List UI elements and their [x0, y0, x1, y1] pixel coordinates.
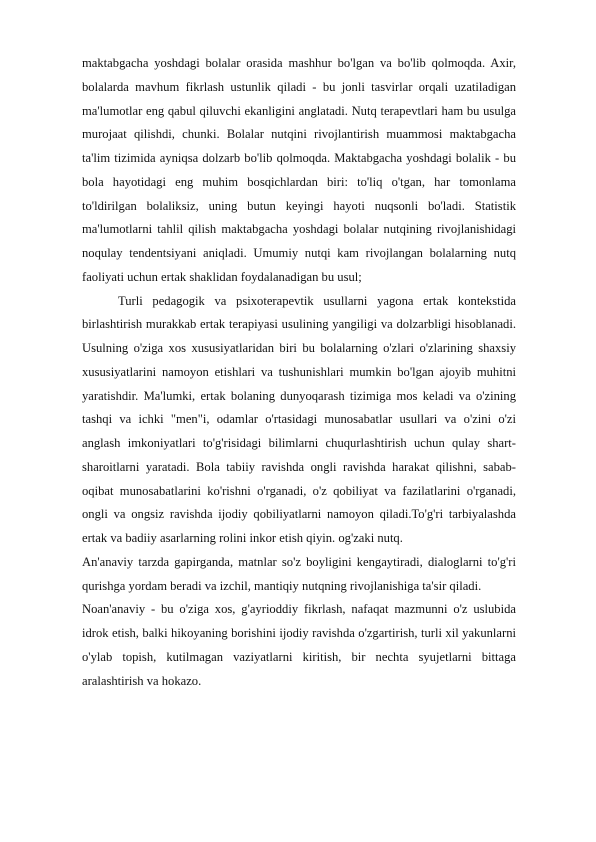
paragraph-4: Noan'anaviy - bu o'ziga xos, g'ayrioddiy fikrlash, nafaqat mazmunni o'z uslubida idrok etish, balki hikoyaning borishini ijodiy ravishda o'zgartirish, turli xil yakunlarni o'ylab topish, kutilmagan vaziyatlarni kiritish, bir nechta syujetlarni bittaga aralashtirish va hokazo. [82, 602, 516, 688]
paragraph-1: maktabgacha yoshdagi bolalar orasida mashhur bo'lgan va bo'lib qolmoqda. Axir, bolalarda mavhum fikrlash ustunlik qiladi - bu jonli tasvirlar orqali uzatiladigan ma'lumotlar eng qabul qiluvchi ekanligini anglatadi. Nutq terapevtlari ham bu usulga murojaat qilishdi, chunki. Bolalar nutqini rivojlantirish muammosi maktabgacha ta'lim tizimida ayniqsa dolzarb bo'lib qolmoqda. Maktabgacha yoshdagi bolalik - bu bola hayotidagi eng muhim bosqichlardan biri: to'liq o'tgan, har tomonlama to'ldirilgan bolaliksiz, uning butun keyingi hayoti nuqsonli bo'ladi. Statistik ma'lumotlarni tahlil qilish maktabgacha yoshdagi bolalar nutqining rivojlanishidagi noqulay tendentsiyani aniqladi. Umumiy nutqi kam rivojlangan bolalarning nutq faoliyati uchun ertak shaklidan foydalanadigan bu usul; [82, 56, 516, 284]
document-page [82, 52, 516, 693]
paragraph-3: An'anaviy tarzda gapirganda, matnlar so'z boyligini kengaytiradi, dialoglarni to'g'ri qurishga yordam beradi va izchil, mantiqiy nutqning rivojlanishiga ta'sir qiladi. [82, 554, 516, 593]
paragraph-2: Turli pedagogik va psixoterapevtik usullarni yagona ertak kontekstida birlashtirish murakkab ertak terapiyasi usulining yangiligi va dolzarbligi hisoblanadi. Usulning o'ziga xos xususiyatlaridan biri bu bolalarning o'zlari o'zlarining shaxsiy xususiyatlarini namoyon etishlari va tushunishlari mumkin bo'lgan ajoyib muhitni yaratishdir. Ma'lumki, ertak bolaning dunyoqarash tizimiga mos keladi va o'zining tashqi va ichki "men"i, odamlar o'rtasidagi munosabatlar usullari va o'zini o'zi anglash imkoniyatlari to'g'risidagi bilimlarni chuqurlashtirish uchun qulay shart-sharoitlarni yaratadi. Bola tabiiy ravishda ongli ravishda harakat qilishni, sabab-oqibat munosabatlarini ko'rishni o'rganadi, o'z qobiliyat va fazilatlarini o'rganadi, ongli va ongsiz ravishda ijodiy qobiliyatlarni namoyon qiladi.To'g'ri tarbiyalashda ertak va badiiy asarlarning rolini inkor etish qiyin. og'zaki nutq. [82, 293, 516, 545]
